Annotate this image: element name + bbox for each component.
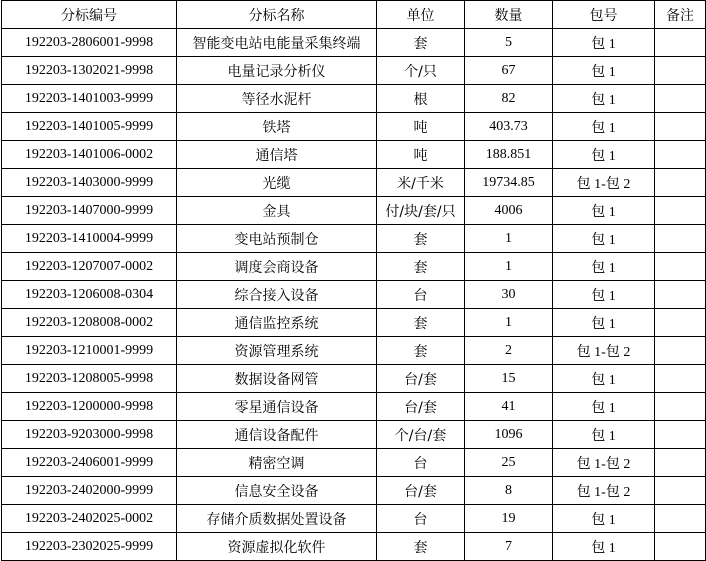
cell-code: 192203-2402025-0002 (2, 505, 177, 533)
table-row (2, 169, 706, 197)
cell-code: 192203-1207007-0002 (2, 253, 177, 281)
cell-package: 包 1 (553, 309, 655, 337)
cell-note (655, 57, 706, 85)
cell-note (655, 85, 706, 113)
cell-note (655, 197, 706, 225)
cell-unit: 套 (377, 337, 465, 365)
cell-name: 智能变电站电能量采集终端 (177, 29, 377, 57)
cell-code: 192203-1206008-0304 (2, 281, 177, 309)
cell-unit: 套 (377, 309, 465, 337)
cell-unit: 台/套 (377, 477, 465, 505)
cell-code: 192203-1401006-0002 (2, 141, 177, 169)
cell-quantity: 7 (465, 533, 553, 561)
cell-package: 包 1-包 2 (553, 449, 655, 477)
cell-package: 包 1 (553, 281, 655, 309)
cell-package: 包 1-包 2 (553, 477, 655, 505)
cell-name: 电量记录分析仪 (177, 57, 377, 85)
cell-unit: 台 (377, 281, 465, 309)
cell-name: 资源管理系统 (177, 337, 377, 365)
table-row (2, 337, 706, 365)
cell-name: 通信监控系统 (177, 309, 377, 337)
cell-unit: 个/只 (377, 57, 465, 85)
cell-code: 192203-1401005-9999 (2, 113, 177, 141)
cell-note (655, 141, 706, 169)
cell-code: 192203-1210001-9999 (2, 337, 177, 365)
cell-package: 包 1 (553, 421, 655, 449)
cell-unit: 台/套 (377, 365, 465, 393)
cell-unit: 吨 (377, 141, 465, 169)
table-row (2, 57, 706, 85)
cell-name: 通信设备配件 (177, 421, 377, 449)
cell-unit: 套 (377, 225, 465, 253)
cell-package: 包 1 (553, 505, 655, 533)
cell-code: 192203-1401003-9999 (2, 85, 177, 113)
table-row (2, 421, 706, 449)
cell-code: 192203-2402000-9999 (2, 477, 177, 505)
cell-code: 192203-1200000-9998 (2, 393, 177, 421)
cell-quantity: 1 (465, 225, 553, 253)
table-row (2, 113, 706, 141)
table-row (2, 505, 706, 533)
table-row (2, 85, 706, 113)
table-body (2, 29, 706, 561)
cell-note (655, 337, 706, 365)
table-row (2, 141, 706, 169)
table-row (2, 533, 706, 561)
cell-code: 192203-1208008-0002 (2, 309, 177, 337)
cell-note (655, 169, 706, 197)
cell-note (655, 505, 706, 533)
header-name: 分标名称 (177, 1, 377, 29)
cell-code: 192203-1407000-9999 (2, 197, 177, 225)
cell-note (655, 449, 706, 477)
cell-unit: 套 (377, 253, 465, 281)
cell-note (655, 421, 706, 449)
cell-name: 数据设备网管 (177, 365, 377, 393)
cell-name: 光缆 (177, 169, 377, 197)
cell-quantity: 1 (465, 253, 553, 281)
cell-quantity: 8 (465, 477, 553, 505)
cell-code: 192203-2806001-9998 (2, 29, 177, 57)
cell-quantity: 403.73 (465, 113, 553, 141)
cell-quantity: 4006 (465, 197, 553, 225)
table-row (2, 393, 706, 421)
cell-unit: 米/千米 (377, 169, 465, 197)
cell-name: 铁塔 (177, 113, 377, 141)
cell-package: 包 1 (553, 533, 655, 561)
cell-unit: 台 (377, 505, 465, 533)
cell-code: 192203-2302025-9999 (2, 533, 177, 561)
cell-quantity: 188.851 (465, 141, 553, 169)
header-row (2, 1, 706, 29)
cell-quantity: 5 (465, 29, 553, 57)
cell-package: 包 1 (553, 225, 655, 253)
cell-package: 包 1 (553, 29, 655, 57)
cell-quantity: 19 (465, 505, 553, 533)
cell-note (655, 281, 706, 309)
cell-note (655, 393, 706, 421)
cell-name: 调度会商设备 (177, 253, 377, 281)
cell-name: 等径水泥杆 (177, 85, 377, 113)
cell-package: 包 1 (553, 365, 655, 393)
cell-code: 192203-1208005-9998 (2, 365, 177, 393)
table-row (2, 29, 706, 57)
cell-quantity: 1096 (465, 421, 553, 449)
cell-note (655, 477, 706, 505)
cell-quantity: 25 (465, 449, 553, 477)
cell-package: 包 1 (553, 393, 655, 421)
cell-package: 包 1 (553, 197, 655, 225)
cell-unit: 个/台/套 (377, 421, 465, 449)
header-note: 备注 (655, 1, 706, 29)
cell-package: 包 1-包 2 (553, 169, 655, 197)
cell-name: 综合接入设备 (177, 281, 377, 309)
cell-code: 192203-2406001-9999 (2, 449, 177, 477)
table-row (2, 225, 706, 253)
cell-unit: 吨 (377, 113, 465, 141)
cell-package: 包 1-包 2 (553, 337, 655, 365)
table-row (2, 477, 706, 505)
cell-quantity: 30 (465, 281, 553, 309)
cell-unit: 套 (377, 533, 465, 561)
cell-name: 零星通信设备 (177, 393, 377, 421)
header-code: 分标编号 (2, 1, 177, 29)
cell-name: 金具 (177, 197, 377, 225)
cell-name: 变电站预制仓 (177, 225, 377, 253)
cell-note (655, 365, 706, 393)
bid-section-table (1, 0, 706, 561)
table-row (2, 449, 706, 477)
cell-name: 信息安全设备 (177, 477, 377, 505)
cell-quantity: 2 (465, 337, 553, 365)
cell-package: 包 1 (553, 141, 655, 169)
cell-note (655, 29, 706, 57)
table-row (2, 365, 706, 393)
cell-note (655, 309, 706, 337)
cell-quantity: 15 (465, 365, 553, 393)
cell-quantity: 67 (465, 57, 553, 85)
cell-code: 192203-1410004-9999 (2, 225, 177, 253)
header-unit: 单位 (377, 1, 465, 29)
cell-package: 包 1 (553, 113, 655, 141)
table-row (2, 197, 706, 225)
header-quantity: 数量 (465, 1, 553, 29)
cell-unit: 台 (377, 449, 465, 477)
cell-package: 包 1 (553, 57, 655, 85)
cell-quantity: 41 (465, 393, 553, 421)
cell-name: 精密空调 (177, 449, 377, 477)
header-package: 包号 (553, 1, 655, 29)
cell-unit: 根 (377, 85, 465, 113)
cell-quantity: 19734.85 (465, 169, 553, 197)
cell-code: 192203-9203000-9998 (2, 421, 177, 449)
cell-note (655, 253, 706, 281)
cell-package: 包 1 (553, 85, 655, 113)
cell-note (655, 225, 706, 253)
table-row (2, 281, 706, 309)
cell-quantity: 82 (465, 85, 553, 113)
cell-unit: 付/块/套/只 (377, 197, 465, 225)
table-row (2, 309, 706, 337)
cell-unit: 套 (377, 29, 465, 57)
cell-name: 存储介质数据处置设备 (177, 505, 377, 533)
cell-name: 资源虚拟化软件 (177, 533, 377, 561)
cell-package: 包 1 (553, 253, 655, 281)
cell-code: 192203-1403000-9999 (2, 169, 177, 197)
table-row (2, 253, 706, 281)
cell-note (655, 533, 706, 561)
cell-note (655, 113, 706, 141)
cell-name: 通信塔 (177, 141, 377, 169)
cell-unit: 台/套 (377, 393, 465, 421)
cell-code: 192203-1302021-9998 (2, 57, 177, 85)
cell-quantity: 1 (465, 309, 553, 337)
